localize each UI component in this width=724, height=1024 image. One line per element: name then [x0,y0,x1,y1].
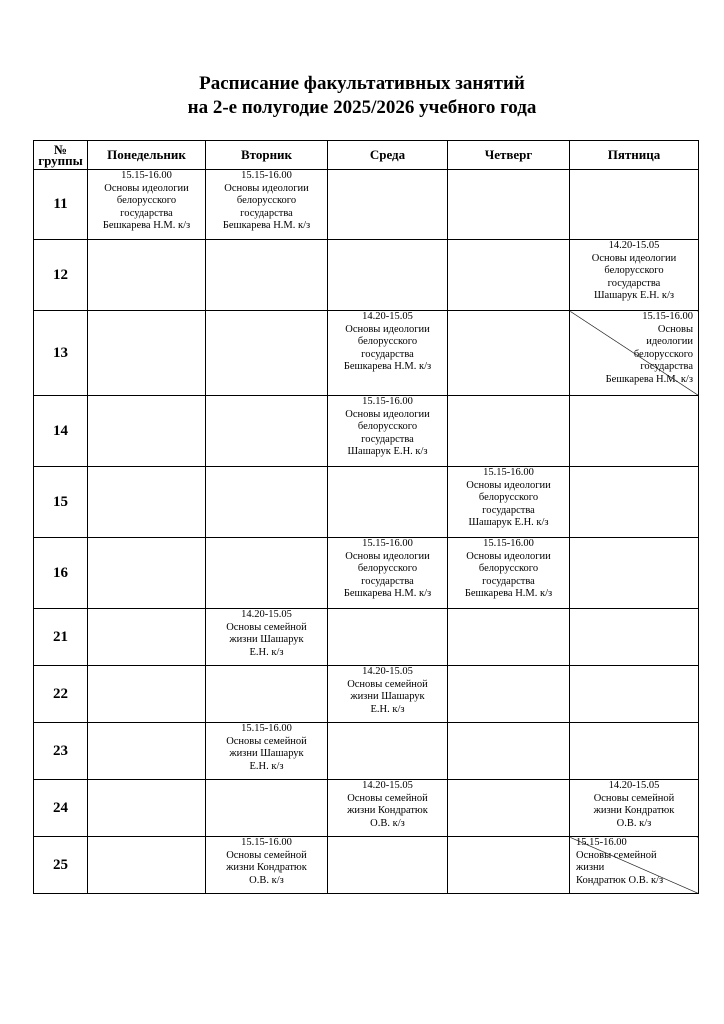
schedule-cell-wednesday [328,666,448,723]
schedule-row [34,467,699,538]
class-text-line: О.В. к/з [616,817,652,829]
schedule-cell-monday [88,723,206,780]
title-line-1: Расписание факультативных занятий [199,73,525,94]
class-entry [570,837,698,887]
group-number-header: № группы [34,141,88,170]
class-text-line: Основы идеологии [466,550,551,562]
group-number: 21 [34,609,88,666]
schedule-row [34,240,699,311]
class-text-line: О.В. к/з [370,817,405,829]
class-text-line: Е.Н. к/з [249,646,284,658]
schedule-cell-friday [570,240,699,311]
title-line-2: на 2-е полугодие 2025/2026 учебного года [187,97,537,118]
class-text-line: белорусского [357,336,418,348]
class-text-line: белорусского [633,348,693,360]
class-text-line: Основы идеологии [104,182,189,194]
schedule-cell-thursday [448,609,570,666]
class-time: 15.15-16.00 [362,396,413,407]
group-number: 16 [34,538,88,609]
class-text-line: идеологии [646,336,693,348]
class-time: 14.20-15.05 [362,780,413,791]
class-text-line: государства [640,361,693,373]
schedule-cell-monday [88,837,206,894]
class-text-line: белорусского [604,265,664,277]
class-text-line: белорусского [236,195,297,207]
schedule-cell-thursday [448,311,570,396]
day-header-thursday: Четверг [448,141,570,170]
class-time: 14.20-15.05 [608,240,660,251]
class-text-line: Основы семейной [226,621,307,633]
class-text-line: Бешкарева Н.М. к/з [343,588,432,600]
group-number: 23 [34,723,88,780]
class-time: 15.15-16.00 [362,538,413,549]
header-row [34,141,699,170]
schedule-cell-monday [88,538,206,609]
schedule-row [34,780,699,837]
schedule-row [34,170,699,240]
schedule-cell-wednesday [328,723,448,780]
class-time: 15.15-16.00 [576,837,627,848]
schedule-row [34,837,699,894]
schedule-cell-wednesday [328,311,448,396]
schedule-cell-monday [88,396,206,467]
schedule-cell-wednesday [328,170,448,240]
class-text-line: государства [120,207,173,219]
group-number: 22 [34,666,88,723]
class-entry [328,311,447,374]
class-time: 15.15-16.00 [241,837,292,848]
schedule-cell-thursday [448,396,570,467]
schedule-cell-monday [88,467,206,538]
schedule-cell-thursday [448,538,570,609]
class-time: 14.20-15.05 [362,666,413,677]
class-text-line: Шашарук Е.Н. к/з [347,446,428,458]
class-entry [206,170,327,233]
schedule-cell-thursday [448,467,570,538]
class-text-line: жизни Шашарук [350,691,425,703]
group-number: 25 [34,837,88,894]
class-entry [88,170,205,233]
class-entry [448,538,569,601]
schedule-cell-tuesday [206,240,328,311]
schedule-cell-tuesday [206,311,328,396]
schedule-cell-thursday [448,240,570,311]
schedule-cell-monday [88,609,206,666]
schedule-cell-friday [570,467,699,538]
schedule-row [34,538,699,609]
class-text-line: Бешкарева Н.М. к/з [343,361,432,373]
class-entry [206,837,327,887]
group-number: 12 [34,240,88,311]
class-time: 14.20-15.05 [608,780,660,791]
class-entry [328,538,447,601]
class-text-line: Бешкарева Н.М. к/з [464,588,553,600]
class-text-line: Основы идеологии [345,408,430,420]
class-text-line: белорусского [478,492,539,504]
class-time: 15.15-16.00 [121,170,172,181]
class-text-line: Кондратюк О.В. к/з [576,874,664,886]
class-text-line: О.В. к/з [249,874,284,886]
class-text-line: государства [482,575,535,587]
schedule-cell-friday [570,609,699,666]
class-time: 15.15-16.00 [483,467,534,478]
schedule-cell-thursday [448,780,570,837]
class-text-line: Основы семейной [347,792,428,804]
schedule-cell-wednesday [328,240,448,311]
class-entry [328,666,447,716]
schedule-cell-wednesday [328,837,448,894]
schedule-cell-friday [570,780,699,837]
class-text-line: жизни Кондратюк [347,805,428,817]
schedule-cell-tuesday [206,780,328,837]
schedule-cell-monday [88,666,206,723]
schedule-cell-friday [570,396,699,467]
class-entry [570,780,698,830]
class-time: 15.15-16.00 [642,311,693,322]
class-time: 15.15-16.00 [241,170,292,181]
class-entry [206,609,327,659]
class-text-line: государства [361,348,414,360]
class-text-line: Шашарук Е.Н. к/з [593,290,675,302]
class-time: 14.20-15.05 [241,609,292,620]
schedule-cell-tuesday [206,837,328,894]
class-text-line: Основы семейной [226,849,307,861]
schedule-cell-monday [88,780,206,837]
day-header-friday: Пятница [570,141,699,170]
group-number: 24 [34,780,88,837]
schedule-cell-thursday [448,170,570,240]
schedule-row [34,396,699,467]
schedule-cell-tuesday [206,396,328,467]
schedule-cell-thursday [448,666,570,723]
class-text-line: Основы семейной [593,792,675,804]
class-entry [328,396,447,459]
schedule-cell-monday [88,170,206,240]
class-entry [448,467,569,530]
class-text-line: белорусского [116,195,177,207]
day-header-wednesday: Среда [328,141,448,170]
class-text-line: белорусского [478,563,539,575]
schedule-row [34,723,699,780]
class-text-line: Е.Н. к/з [370,703,405,715]
group-number: 11 [34,170,88,240]
schedule-cell-tuesday [206,609,328,666]
schedule-cell-wednesday [328,396,448,467]
class-text-line: Бешкарева Н.М. к/з [605,373,693,385]
class-entry [570,240,698,303]
schedule-cell-friday [570,837,699,894]
class-text-line: Основы [657,323,693,335]
schedule-cell-friday [570,538,699,609]
schedule-cell-wednesday [328,467,448,538]
class-text-line: жизни Кондратюк [593,805,675,817]
schedule-cell-monday [88,311,206,396]
class-text-line: жизни [576,862,605,874]
class-text-line: государства [607,277,661,289]
schedule-cell-tuesday [206,723,328,780]
class-text-line: Основы семейной [226,735,307,747]
class-text-line: Основы семейной [576,849,657,861]
class-text-line: жизни Шашарук [229,748,304,760]
class-text-line: Основы идеологии [345,323,430,335]
schedule-cell-thursday [448,723,570,780]
document-title [0,72,724,120]
class-text-line: Бешкарева Н.М. к/з [102,220,191,232]
class-text-line: жизни Шашарук [229,634,304,646]
schedule-cell-tuesday [206,467,328,538]
schedule-cell-friday [570,666,699,723]
schedule-cell-friday [570,311,699,396]
class-text-line: государства [240,207,293,219]
schedule-cell-thursday [448,837,570,894]
class-text-line: Бешкарева Н.М. к/з [222,220,311,232]
class-text-line: белорусского [357,421,418,433]
schedule-row [34,666,699,723]
class-entry [328,780,447,830]
schedule-row [34,609,699,666]
schedule-cell-friday [570,723,699,780]
class-text-line: Основы идеологии [345,550,430,562]
group-number: 14 [34,396,88,467]
class-text-line: Е.Н. к/з [249,760,284,772]
class-text-line: Основы идеологии [466,479,551,491]
class-entry [570,311,698,387]
schedule-cell-wednesday [328,780,448,837]
class-text-line: государства [361,575,414,587]
class-text-line: Основы идеологии [591,252,677,264]
class-text-line: жизни Кондратюк [226,862,307,874]
class-text-line: государства [482,504,535,516]
class-time: 14.20-15.05 [362,311,413,322]
group-number: 15 [34,467,88,538]
class-text-line: государства [361,433,414,445]
schedule-cell-wednesday [328,609,448,666]
group-number: 13 [34,311,88,396]
class-text-line: Шашарук Е.Н. к/з [468,517,549,529]
schedule-table [33,140,699,894]
day-header-tuesday: Вторник [206,141,328,170]
class-time: 15.15-16.00 [483,538,534,549]
class-text-line: Основы идеологии [224,182,309,194]
class-time: 15.15-16.00 [241,723,292,734]
class-text-line: белорусского [357,563,418,575]
class-entry [206,723,327,773]
schedule-cell-tuesday [206,170,328,240]
schedule-cell-tuesday [206,538,328,609]
schedule-cell-tuesday [206,666,328,723]
schedule-cell-monday [88,240,206,311]
schedule-row [34,311,699,396]
schedule-cell-friday [570,170,699,240]
schedule-cell-wednesday [328,538,448,609]
class-text-line: Основы семейной [347,678,428,690]
day-header-monday: Понедельник [88,141,206,170]
